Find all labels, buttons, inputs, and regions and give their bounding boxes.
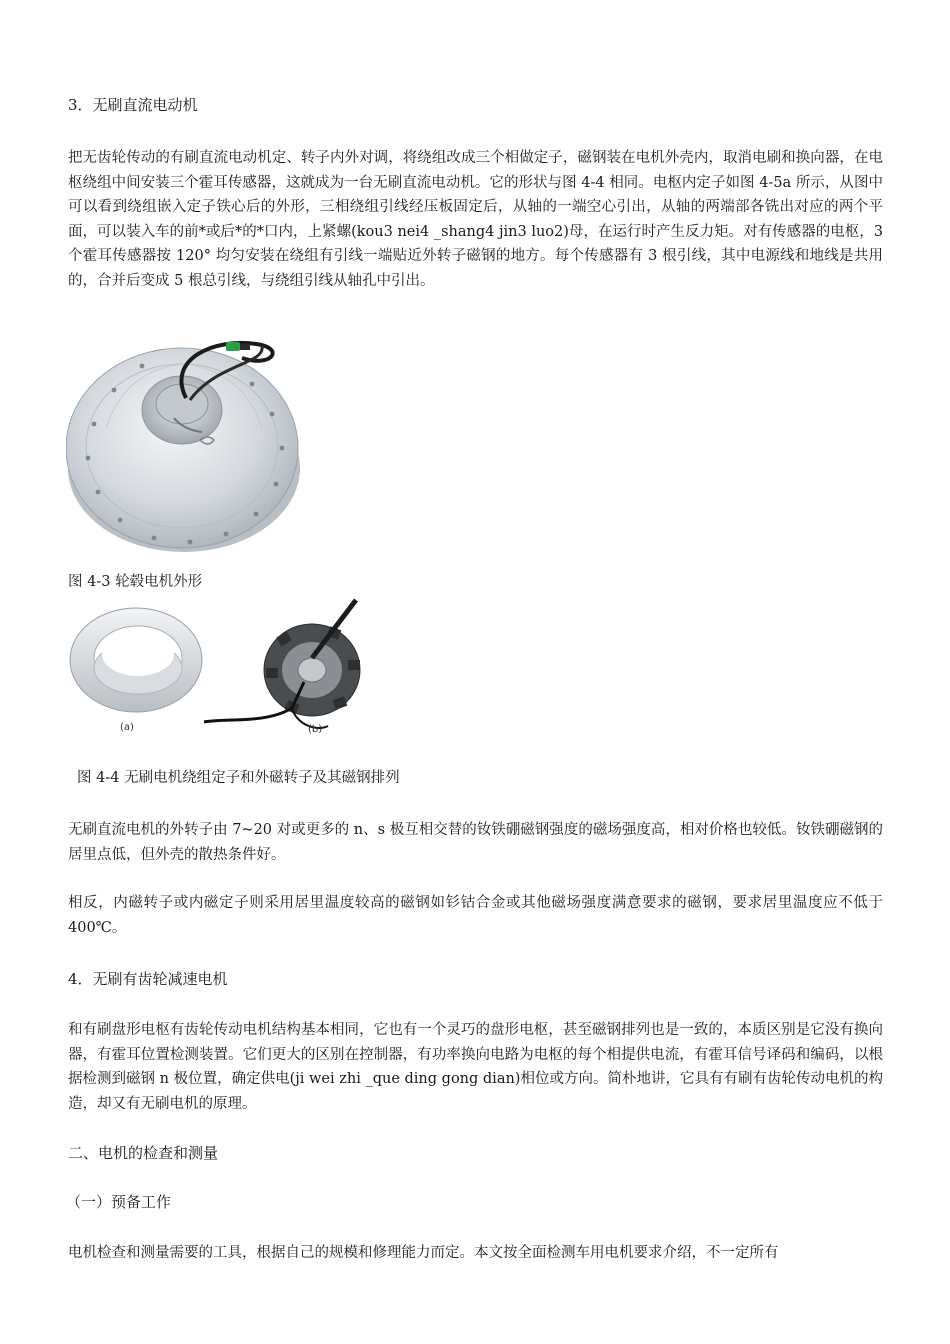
section-3-paragraph: 把无齿轮传动的有刷直流电动机定、转子内外对调，将绕组改成三个相做定子，磁钢装在电机外壳内，取消电刷和换向器，在电枢绕组中间安装三个霍耳传感器，这就成为一台无刷直流电动机。它的形状与图 4-4 相同。电枢内定子如图 4-5a 所示，从图中可以看到绕组嵌入定子铁心后的外形，三相绕组引线经压板固定后，从轴的一端空心引出，从轴的两端部各铣出对应的两个平面，可以装入车的前*或后*的*口内，上紧螺(kou3 nei4 _shang4 jin3 luo2)母，在运行时产生反力矩。对有传感器的电枢，3 个霍耳传感器按 120° 均匀安装在绕组有引线一端贴近外转子磁钢的地方。每个传感器有 3 根引线，其中电源线和地线是共用的，合并后变成 5 根总引线，与绕组引线从轴孔中引出。 [68, 150, 883, 289]
wound-stator [204, 600, 360, 728]
section-3-title: 3．无刷直流电动机 [68, 96, 198, 114]
paragraph-inner-rotor: 相反，内磁转子或内磁定子则采用居里温度较高的磁钢如钐钴合金或其他磁场强度满意要求的磁钢，要求居里温度应不低于 400℃。 [68, 895, 883, 936]
figure-4-3-hub-motor-image [66, 328, 302, 560]
part-2-title: 二、电机的检查和测量 [68, 1144, 219, 1162]
figure-4-4-image [66, 598, 372, 742]
hub-motor-illustration [66, 328, 302, 560]
paragraph-outer-rotor: 无刷直流电机的外转子由 7~20 对或更多的 n、s 极互相交替的钕铁硼磁钢强度的磁场强度高，相对价格也较低。钕铁硼磁钢的居里点低，但外壳的散热条件好。 [68, 822, 883, 863]
figure-4-4-caption: 图 4-4 无刷电机绕组定子和外磁转子及其磁钢排列 [77, 770, 400, 786]
subfigure-b-label: (b) [308, 724, 323, 735]
section-4-paragraph: 和有刷盘形电枢有齿轮传动电机结构基本相同，它也有一个灵巧的盘形电枢，甚至磁钢排列也是一致的，本质区别是它没有换向器，有霍耳位置检测装置。它们更大的区别在控制器，有功率换向电路为电枢的每个相提供电流，有霍耳信号译码和编码，以根据检测到磁钢 n 极位置，确定供电(ji wei zhi _que ding gong dian)相位或方向。简朴地讲，它具有有刷有齿轮传动电机的构造，却又有无刷电机的原理。 [68, 1022, 883, 1112]
stator-rotor-illustration [66, 598, 372, 742]
part-2-subtitle: （一）预备工作 [66, 1193, 172, 1211]
outer-rotor-ring [70, 608, 202, 712]
section-4-title: 4．无刷有齿轮减速电机 [68, 970, 228, 988]
figure-4-3-caption: 图 4-3 轮毂电机外形 [68, 574, 203, 590]
part-2-paragraph: 电机检查和测量需要的工具，根据自己的规模和修理能力而定。本文按全面检测车用电机要求介绍，不一定所有 [68, 1245, 779, 1261]
subfigure-a-label: (a) [120, 722, 134, 733]
